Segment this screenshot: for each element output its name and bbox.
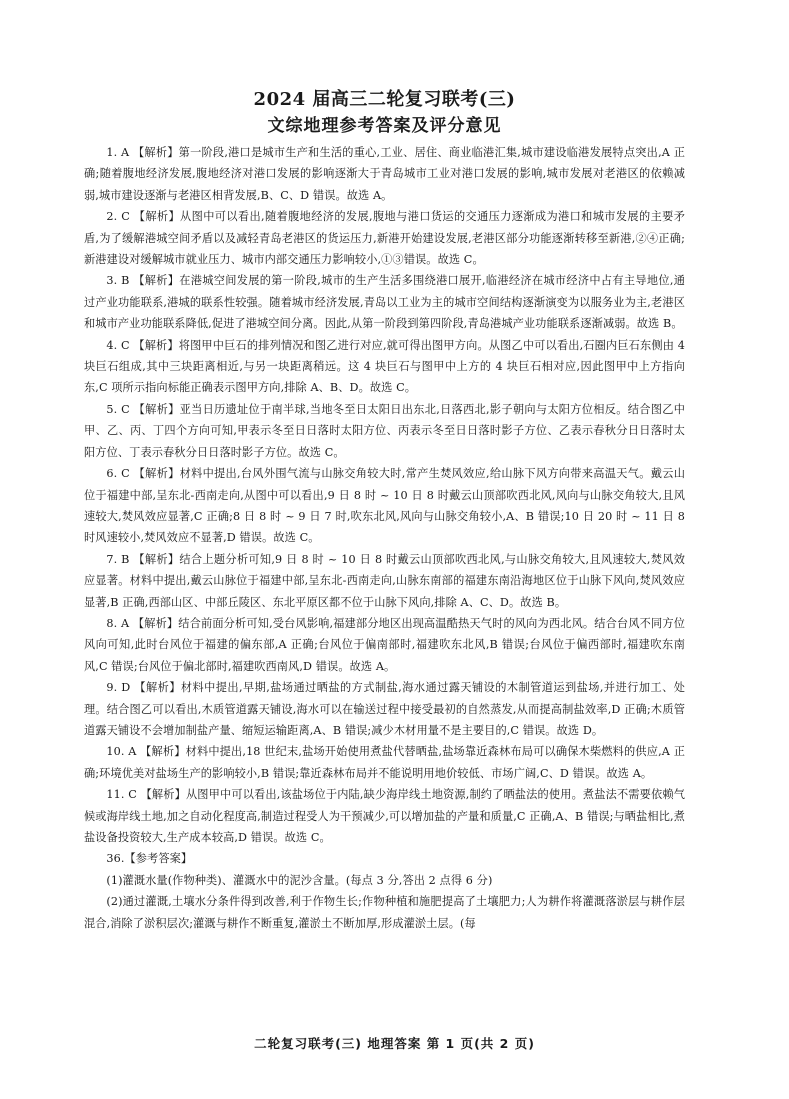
answer-36-part-2: (2)通过灌溉,土壤水分条件得到改善,利于作物生长;作物种植和施肥提高了土壤肥力;人为耕作将灌溉落淤层与耕作层混合,消除了淤积层次;灌溉与耕作不断重复,灌淤土不断加厚,形成灌淤土层。(每 — [84, 895, 685, 930]
answer-9: 9. D 【解析】材料中提出,早期,盐场通过晒盐的方式制盐,海水通过露天铺设的木制管道运到盐场,并进行加工、处理。结合图乙可以看出,木质管道露天铺设,海水可以在输送过程中接受最初的自然蒸发,从而提高制盐效率,D 正确;木质管道露天铺设不会增加制盐产量、缩短运输距离,A、B 错误;减少木材用量不是主要目的,C 错误。故选 D。 — [84, 681, 685, 737]
answer-10: 10. A 【解析】材料中提出,18 世纪末,盐场开始使用煮盐代替晒盐,盐场靠近森林布局可以确保木柴燃料的供应,A 正确;环境优美对盐场生产的影响较小,B 错误;靠近森林布局并不能说明用地价较低、市场广阔,C、D 错误。故选 A。 — [84, 745, 685, 780]
answer-4: 4. C 【解析】将图甲中巨石的排列情况和图乙进行对应,就可得出图甲方向。从图乙中可以看出,石圈内巨石东侧由 4 块巨石组成,其中三块距离相近,与另一块距离稍远。这 4 块巨石与图甲中上方的 4 块巨石相对应,因此图甲中上方指向东,C 项所示指向标能正确表示图甲方向,排除 A、B、D。故选 C。 — [84, 338, 685, 395]
answer-36-heading: 36.【参考答案】 — [106, 852, 193, 866]
answer-7: 7. B 【解析】结合上题分析可知,9 日 8 时 ~ 10 日 8 时戴云山顶部吹西北风,与山脉交角较大,且风速较大,焚风效应显著。材料中提出,戴云山脉位于福建中部,呈东北-西南走向,山脉东南部的福建东南沿海地区位于山脉下风向,焚风效应显著,B 正确,西部山区、中部丘陵区、东北平原区都不位于山脉下风向,排除 A、C、D。故选 B。 — [84, 552, 685, 609]
answer-5: 5. C 【解析】亚当日历遗址位于南半球,当地冬至日太阳日出东北,日落西北,影子朝向与太阳方位相反。结合图乙中甲、乙、丙、丁四个方向可知,甲表示冬至日日落时太阳方位、丙表示冬至日日落时影子方位、乙表示春秋分日日落时太阳方位、丁表示春秋分日日落时影子方位。故选 C。 — [84, 402, 685, 459]
answer-3: 3. B 【解析】在港城空间发展的第一阶段,城市的生产生活多围绕港口展开,临港经济在城市经济中占有主导地位,通过产业功能联系,港城的联系性较强。随着城市经济发展,青岛以工业为主的城市空间结构逐渐演变为以服务业为主,老港区和城市产业功能联系降低,促进了港城空间分离。因此,从第一阶段到第四阶段,青岛港城产业功能联系逐渐减弱。故选 B。 — [84, 274, 685, 331]
answer-2: 2. C 【解析】从图中可以看出,随着腹地经济的发展,腹地与港口货运的交通压力逐渐成为港口和城市发展的主要矛盾,为了缓解港城空间矛盾以及减轻青岛老港区的货运压力,新港开始建设发展,老港区部分功能逐渐转移至新港,②④正确;新港建设对缓解城市就业压力、城市内部交通压力影响较小,①③错误。故选 C。 — [84, 210, 685, 267]
answer-8: 8. A 【解析】结合前面分析可知,受台风影响,福建部分地区出现高温酷热天气时的风向为西北风。结合台风不同方位风向可知,此时台风位于福建的偏东部,A 正确;台风位于偏南部时,福建吹东北风,B 错误;台风位于偏西部时,福建吹东南风,C 错误;台风位于偏北部时,福建吹西南风,D 错误。故选 A。 — [84, 616, 685, 673]
answer-6: 6. C 【解析】材料中提出,台风外围气流与山脉交角较大时,常产生焚风效应,给山脉下风方向带来高温天气。戴云山位于福建中部,呈东北-西南走向,从图中可以看出,9 日 8 时 ~ 10 日 8 时戴云山顶部吹西北风,风向与山脉交角较大,且风速较大,焚风效应显著,C 正确;8 日 8 时 ~ 9 日 7 时,吹东北风,风向与山脉交角较小,A、B 错误;10 日 20 时 ~ 11 日 8 时风速较小,焚风效应不显著,D 错误。故选 C。 — [84, 467, 685, 545]
page-footer: 二轮复习联考(三) 地理答案 第 1 页(共 2 页) — [254, 1036, 535, 1051]
answer-1: 1. A 【解析】第一阶段,港口是城市生产和生活的重心,工业、居住、商业临港汇集,城市建设临港发展特点突出,A 正确;随着腹地经济发展,腹地经济对港口发展的影响逐渐大于青岛城市工业对港口发展的影响,城市发展对老港区的依赖减弱,城市建设逐渐与老港区相背发展,B、C、D 错误。故选 A。 — [84, 146, 685, 202]
answer-36-part-1: (1)灌溉水量(作物种类)、灌溉水中的泥沙含量。(每点 3 分,答出 2 点得 6 分) — [106, 873, 493, 887]
answer-11: 11. C 【解析】从图甲中可以看出,该盐场位于内陆,缺少海岸线土地资源,制约了晒盐法的使用。煮盐法不需要依赖气候或海岸线土地,加之自动化程度高,制造过程受人为干预减少,可以增加盐的产量和质量,C 正确,A、B 错误;与晒盐相比,煮盐设备投资较大,生产成本较高,D 错误。故选 C。 — [84, 788, 685, 844]
document-subtitle: 文综地理参考答案及评分意见 — [267, 116, 502, 136]
exam-title: 2024 届高三二轮复习联考(三) — [253, 89, 516, 110]
